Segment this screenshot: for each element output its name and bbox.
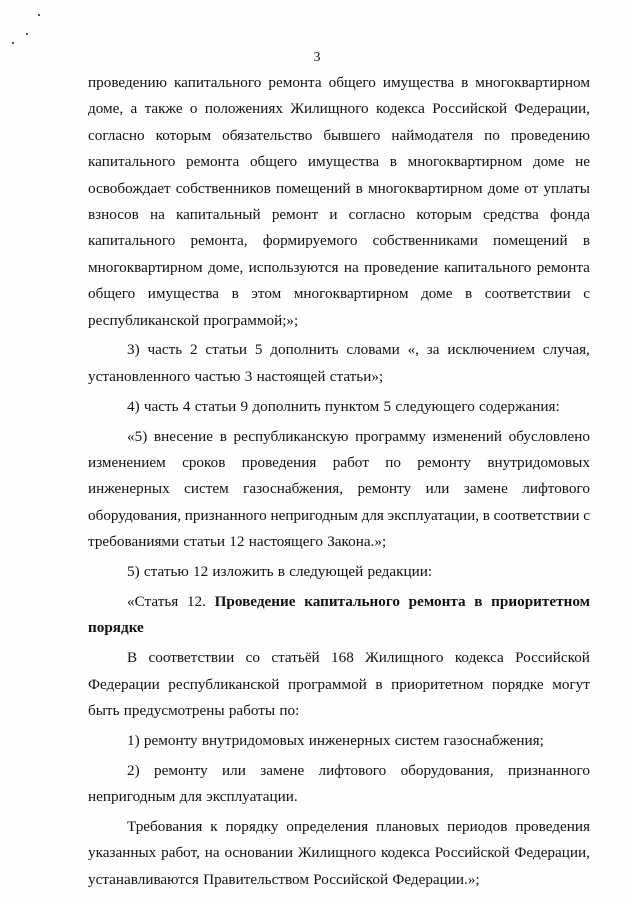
text-line: [88, 672, 590, 698]
word: капитальный: [176, 205, 261, 223]
word: следующей: [289, 563, 364, 581]
word: к: [210, 818, 218, 836]
word: 168: [331, 649, 354, 667]
word: 2: [190, 341, 198, 359]
word: доме,: [88, 100, 124, 118]
word: могут: [552, 675, 590, 693]
word: оборудования,: [400, 761, 494, 779]
text-line: [88, 728, 590, 754]
word: 4: [182, 397, 191, 415]
page-number: 3: [313, 50, 321, 65]
bold-word: капитального: [304, 592, 400, 610]
text-line: [88, 255, 590, 281]
word: обязательство: [222, 126, 313, 144]
text-line: [88, 698, 590, 724]
word: замене: [260, 761, 305, 779]
word: на: [343, 258, 359, 276]
word: проведение: [364, 258, 439, 276]
word: многоквартирном: [88, 258, 203, 276]
bold-word: в: [474, 592, 483, 610]
word: для: [361, 506, 384, 524]
text-line: [88, 615, 590, 641]
word: часть: [143, 397, 179, 415]
word: соответствии: [493, 506, 580, 524]
word: программой: [287, 675, 367, 693]
word: «5): [127, 427, 148, 445]
word: по:: [279, 701, 300, 719]
word: содержания:: [479, 397, 560, 415]
word: 3: [244, 367, 253, 385]
word: соответствии: [484, 285, 571, 303]
word: согласно: [348, 205, 406, 223]
text-line: [88, 867, 590, 893]
word: в: [482, 506, 490, 524]
word: периодов: [447, 818, 508, 836]
word: настоящего: [248, 533, 323, 551]
word: Жилищного: [290, 100, 369, 118]
word: капитального: [88, 153, 176, 171]
word: ремонт: [271, 205, 319, 223]
word: плановых: [376, 818, 440, 836]
word: доме: [487, 179, 520, 197]
word: статьи: [194, 397, 237, 415]
word: работ,: [161, 844, 200, 862]
word: и: [329, 205, 338, 223]
word: изменений: [432, 427, 502, 445]
word: на: [204, 844, 220, 862]
text-line: [88, 70, 590, 96]
word: Правительством: [203, 870, 309, 888]
word: основании: [224, 844, 293, 862]
word: кодекса: [380, 844, 430, 862]
word: в: [375, 675, 383, 693]
word: систем: [394, 731, 440, 749]
word: кодекса: [454, 649, 504, 667]
bold-word: приоритетном: [491, 592, 590, 610]
scan-speck: [26, 33, 28, 35]
word: инженерных: [88, 480, 170, 498]
text-line: [88, 814, 590, 840]
text-line: [88, 228, 590, 254]
word: с: [583, 506, 590, 524]
word: Закона.»;: [327, 533, 387, 551]
word: по: [484, 126, 500, 144]
word: 1): [127, 731, 140, 749]
word: признанного: [184, 506, 267, 524]
word: взносов: [88, 205, 139, 223]
word: ремонту: [154, 761, 208, 779]
word: Федерации.»;: [392, 870, 480, 888]
word: определения: [286, 818, 369, 836]
word: имущества: [147, 285, 220, 303]
word: Российской: [515, 649, 590, 667]
word: 5: [383, 397, 392, 415]
word: республиканской: [168, 675, 280, 693]
word: в: [461, 74, 469, 91]
word: быть: [88, 701, 120, 719]
text-line: [88, 337, 590, 363]
word: имущества: [307, 153, 380, 171]
word: статьёй: [271, 649, 320, 667]
word: средства: [483, 205, 539, 223]
word: внутридомовых: [201, 731, 305, 749]
bold-word: порядке: [88, 619, 144, 637]
word: освобождает: [88, 179, 171, 197]
word: признанного: [507, 761, 590, 779]
word: эксплуатации,: [387, 506, 480, 524]
word: газоснабжения,: [243, 480, 344, 498]
word: частью: [194, 367, 241, 385]
word: замене: [463, 480, 508, 498]
text-line: [88, 784, 590, 810]
word: Федерации,: [514, 844, 590, 862]
word: В: [127, 649, 138, 667]
word: бывшего: [323, 126, 381, 144]
word: в: [389, 153, 397, 171]
text-line: [88, 364, 590, 390]
word: дополнить: [252, 397, 321, 415]
word: установленного: [88, 367, 191, 385]
word: пунктом: [324, 397, 380, 415]
word: обусловлено: [508, 427, 590, 445]
word: используются: [248, 258, 339, 276]
word: сроков: [182, 453, 226, 471]
text-line: [88, 308, 590, 334]
word: собственниками: [372, 232, 478, 250]
word: в: [465, 285, 473, 303]
word: инженерных: [308, 731, 391, 749]
word: помещений: [275, 179, 351, 197]
word: лифтового: [318, 761, 387, 779]
word: программу: [355, 427, 426, 445]
word: 4): [127, 397, 140, 415]
word: эксплуатации.: [206, 788, 298, 806]
word: собственников: [175, 179, 271, 197]
word: Федерации,: [514, 100, 590, 118]
scan-speck: [38, 14, 40, 16]
word: от: [524, 179, 539, 197]
word: в: [355, 179, 363, 197]
word: Требования: [127, 818, 203, 836]
word: настоящей: [256, 367, 326, 385]
text-line: [88, 589, 590, 615]
word: которым: [416, 205, 472, 223]
word: дополнить: [270, 341, 339, 359]
word: общего: [249, 153, 298, 171]
text-line: [88, 149, 590, 175]
word: Жилищного: [297, 844, 377, 862]
text-line: [88, 476, 590, 502]
word: общего: [328, 74, 376, 91]
word: предусмотрены: [123, 701, 225, 719]
word: республиканскую: [233, 427, 349, 445]
text-line: [88, 450, 590, 476]
word: капитального: [443, 258, 532, 276]
word: Российской: [432, 100, 508, 118]
word: порядку: [225, 818, 279, 836]
text-line: [88, 645, 590, 671]
word: часть: [147, 341, 183, 359]
word: доме,: [208, 258, 244, 276]
word: этом: [251, 285, 282, 303]
text-line: [88, 394, 590, 420]
word: 9: [240, 397, 249, 415]
word: ремонта: [186, 153, 240, 171]
word: многоквартирном: [407, 153, 523, 171]
word: соответствии: [148, 649, 235, 667]
word: Российской: [434, 844, 510, 862]
word: 2): [127, 761, 140, 779]
word: о: [189, 100, 198, 118]
word: исключением: [447, 341, 535, 359]
word: по: [385, 453, 401, 471]
word: указанных: [88, 844, 157, 862]
word: ремонта: [536, 258, 590, 276]
word: имущества: [382, 74, 455, 91]
word: статьи»;: [329, 367, 384, 385]
word: наймодателя: [391, 126, 474, 144]
word: внутридомовых: [487, 453, 590, 471]
word: формируемого: [262, 232, 358, 250]
word: внесение: [153, 427, 214, 445]
word: 12: [229, 533, 245, 551]
word: 3): [127, 341, 140, 359]
word: с: [583, 285, 590, 303]
word: на: [149, 205, 165, 223]
word: случая,: [542, 341, 590, 359]
word: ремонта,: [190, 232, 248, 250]
word: лифтового: [522, 480, 590, 498]
word: требованиями: [88, 533, 180, 551]
word: изменением: [88, 453, 166, 471]
word: не: [575, 153, 590, 171]
word: со: [245, 649, 260, 667]
word: проведению: [88, 74, 168, 91]
word: 5): [127, 563, 140, 581]
word: многоквартирном: [293, 285, 409, 303]
word: согласно: [88, 126, 145, 144]
word: уплаты: [543, 179, 590, 197]
word: Российской: [313, 870, 389, 888]
text-line: [88, 758, 590, 784]
word: проведения: [241, 453, 317, 471]
word: капитального: [174, 74, 262, 91]
text-line: [88, 559, 590, 585]
word: ремонту: [143, 731, 198, 749]
word: 5: [254, 341, 263, 359]
word: оборудования,: [88, 506, 182, 524]
word: систем: [184, 480, 229, 498]
word: «Статья: [127, 592, 179, 610]
text-line: [88, 840, 590, 866]
word: доме: [532, 153, 565, 171]
word: положениях: [204, 100, 284, 118]
word: которым: [155, 126, 212, 144]
text-line: [88, 96, 590, 122]
word: Федерации: [88, 675, 160, 693]
word: или: [222, 761, 246, 779]
word: устанавливаются: [88, 870, 199, 888]
word: за: [426, 341, 440, 359]
text-line: [88, 123, 590, 149]
word: статьи: [183, 533, 226, 551]
bold-word: ремонта: [408, 592, 466, 610]
word: также: [144, 100, 183, 118]
word: следующего: [395, 397, 475, 415]
word: общего: [88, 285, 136, 303]
text-line: [88, 424, 590, 450]
word: для: [179, 788, 202, 806]
word: порядке: [491, 675, 544, 693]
word: редакции:: [367, 563, 433, 581]
word: программой;»;: [203, 311, 299, 329]
word: доме: [421, 285, 453, 303]
word: ремонту: [417, 453, 471, 471]
word: в: [582, 232, 590, 250]
word: проведению: [510, 126, 590, 144]
word: работ: [332, 453, 369, 471]
word: ремонту: [357, 480, 412, 498]
word: словами: [346, 341, 400, 359]
word: 12.: [186, 592, 206, 610]
word: капитального: [88, 232, 176, 250]
word: статью: [143, 563, 189, 581]
word: приоритетном: [391, 675, 484, 693]
word: многоквартирном: [367, 179, 483, 197]
word: фонда: [549, 205, 590, 223]
scan-speck: [12, 42, 14, 44]
text-line: [88, 176, 590, 202]
word: проведения: [515, 818, 590, 836]
word: или: [425, 480, 450, 498]
text-line: [88, 503, 590, 529]
word: статьи: [205, 341, 248, 359]
word: а: [130, 100, 138, 118]
word: непригодным: [270, 506, 358, 524]
word: в: [277, 563, 285, 581]
word: в: [231, 285, 239, 303]
word: «,: [407, 341, 419, 359]
word: ремонта: [268, 74, 322, 91]
word: 12: [192, 563, 209, 581]
word: в: [219, 427, 227, 445]
word: газоснабжения;: [443, 731, 544, 749]
word: многоквартирном: [475, 74, 590, 91]
word: непригодным: [88, 788, 176, 806]
text-line: [88, 281, 590, 307]
bold-word: Проведение: [214, 592, 296, 610]
word: работы: [228, 701, 276, 719]
word: кодекса: [375, 100, 425, 118]
text-line: [88, 202, 590, 228]
word: изложить: [212, 563, 274, 581]
word: республиканской: [88, 311, 200, 329]
document-body: [88, 70, 590, 893]
word: Жилищного: [365, 649, 444, 667]
text-line: [88, 529, 590, 555]
word: помещений: [493, 232, 568, 250]
